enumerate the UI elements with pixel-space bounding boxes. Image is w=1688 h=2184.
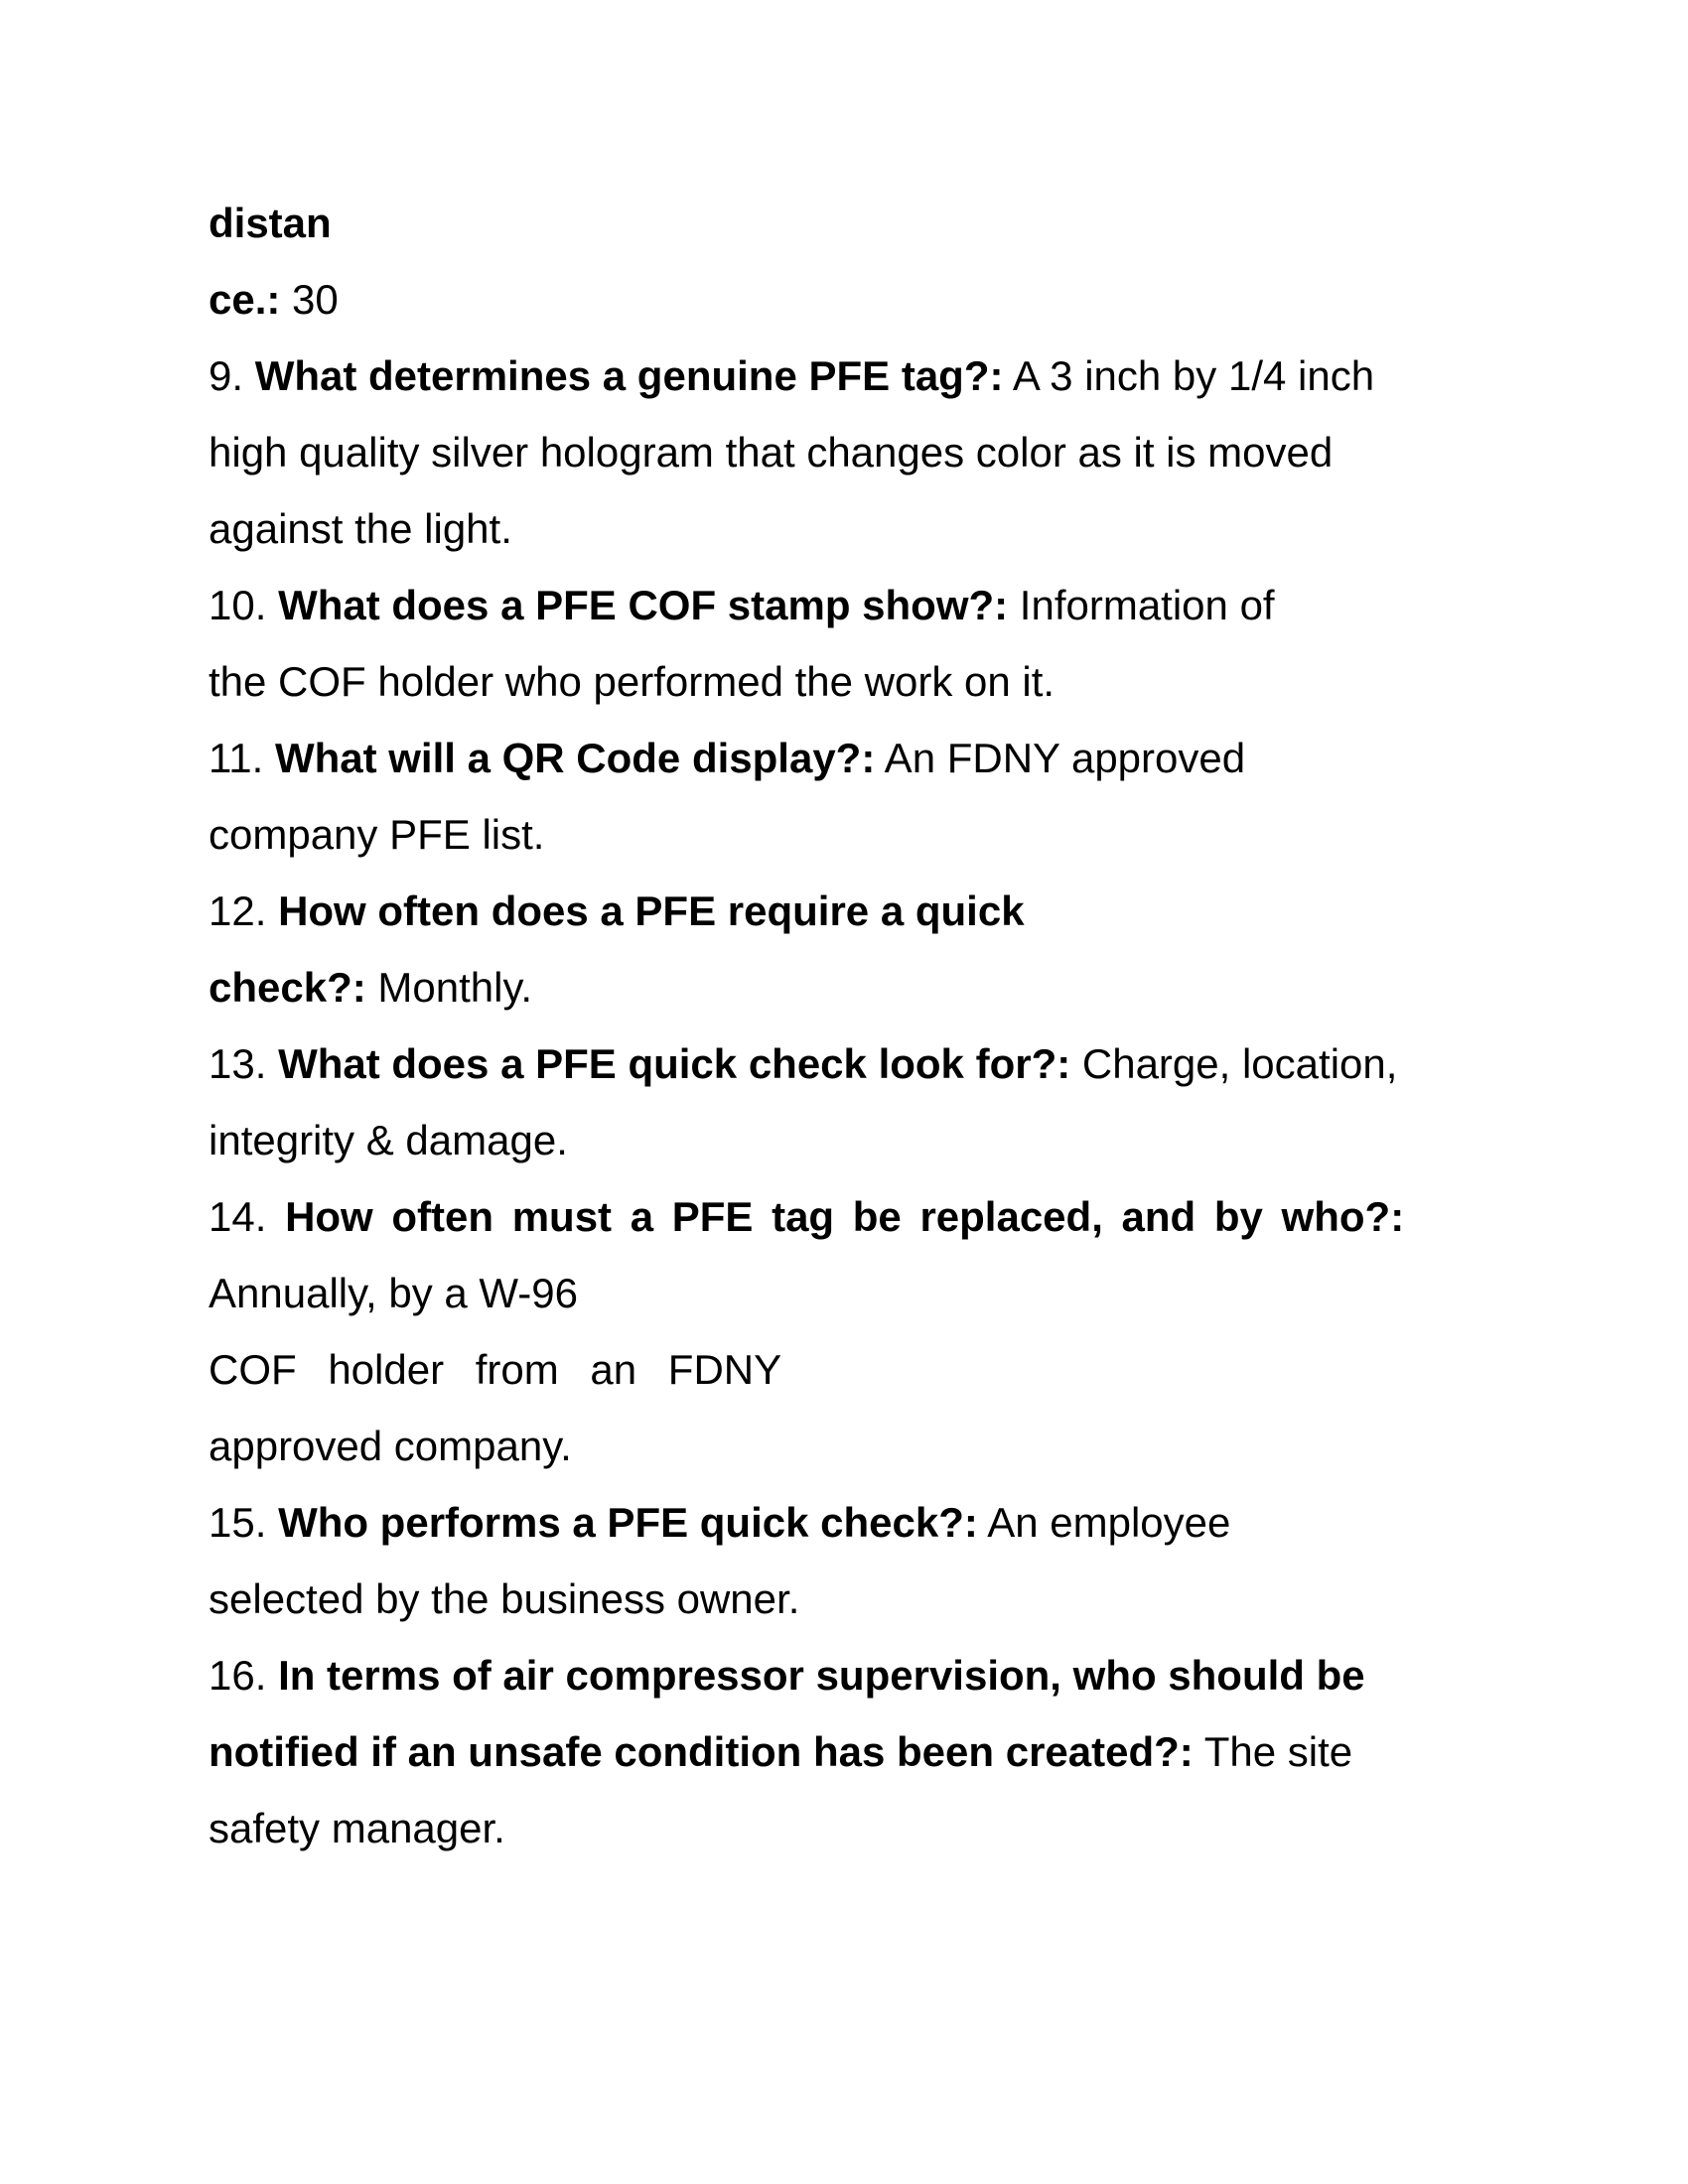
text-line [209,796,1448,873]
text-line [209,185,1448,261]
text-line [209,1178,1448,1255]
answer-text: integrity & damage. [209,1117,568,1163]
answer-text: Monthly. [365,964,533,1011]
question-text: check?: [209,964,366,1011]
answer-text: 11. [209,735,275,781]
text-line [209,1713,1448,1790]
text-line [209,1484,1448,1561]
answer-text: against the light. [209,505,512,552]
text-line [209,338,1448,414]
text-line [209,1255,1448,1331]
answer-text: Annually, by a W-96 [209,1270,578,1316]
question-text: What does a PFE quick check look for?: [278,1040,1071,1087]
answer-text: An employee [977,1499,1231,1546]
text-line [209,643,1448,720]
text-line [209,414,1448,490]
answer-text: 15. [209,1499,279,1546]
answer-text: 30 [280,276,339,323]
answer-text: Information of [1008,582,1275,628]
question-text: ce.: [209,276,281,323]
text-line [209,1637,1448,1713]
answer-text: COF holder from an FDNY [209,1346,782,1393]
answer-text: company PFE list. [209,811,545,858]
text-line [209,261,1448,338]
question-text: How often does a PFE require a quick [278,887,1025,934]
question-text: What does a PFE COF stamp show?: [278,582,1009,628]
question-text: notified if an unsafe condition has been created?: [209,1728,1194,1775]
question-text: What will a QR Code display?: [274,735,876,781]
answer-text: 16. [209,1652,279,1699]
answer-text: The site [1193,1728,1353,1775]
question-text: How often must a PFE tag be replaced, and by who?: [285,1193,1405,1240]
answer-text: Charge, location, [1070,1040,1398,1087]
question-text: distan [209,200,332,246]
answer-text: 9. [209,352,255,399]
answer-text: An FDNY approved [875,735,1246,781]
answer-text: A 3 inch by 1/4 inch [1003,352,1375,399]
answer-text: 13. [209,1040,279,1087]
question-text: In terms of air compressor supervision, who should be [278,1652,1365,1699]
answer-text: 10. [209,582,279,628]
text-line [209,720,1448,796]
text-line [209,1790,1448,1866]
text-line [209,949,1448,1025]
document-text-block [209,185,1448,1866]
answer-text: selected by the business owner. [209,1575,800,1622]
answer-text: safety manager. [209,1805,505,1851]
answer-text: high quality silver hologram that changes color as it is moved [209,429,1334,476]
text-line [209,1561,1448,1637]
text-line [209,873,1448,949]
answer-text: 14. [209,1193,286,1240]
text-line [209,567,1448,643]
question-text: Who performs a PFE quick check?: [278,1499,978,1546]
text-line [209,1025,1448,1102]
text-line [209,1102,1448,1178]
question-text: What determines a genuine PFE tag?: [254,352,1004,399]
answer-text: the COF holder who performed the work on it. [209,658,1055,705]
text-line [209,1331,1448,1408]
text-line [209,490,1448,567]
answer-text: 12. [209,887,279,934]
answer-text: approved company. [209,1423,572,1469]
text-line [209,1408,1448,1484]
